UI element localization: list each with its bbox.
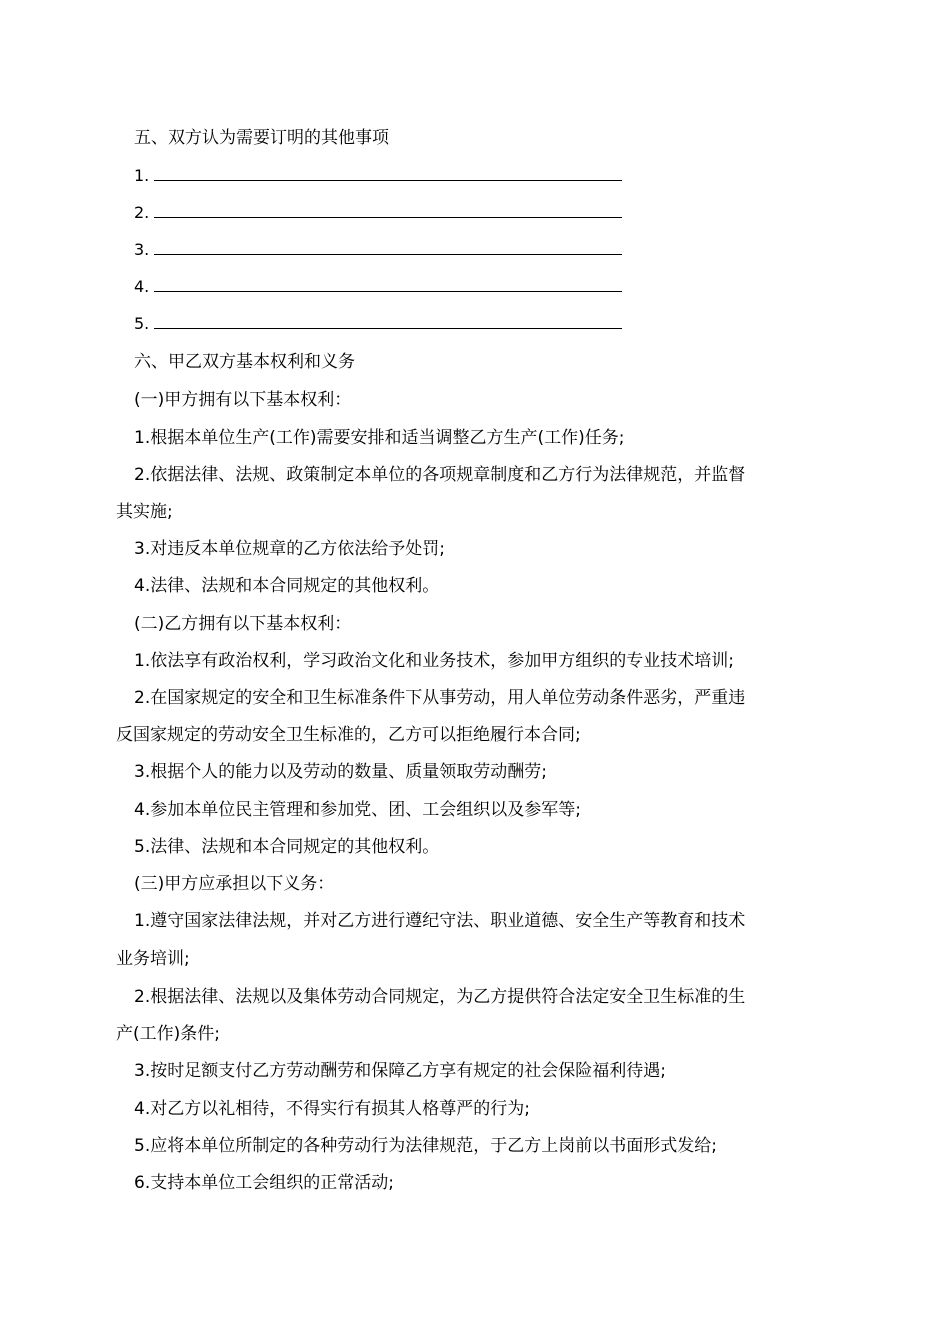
clause-line: 1.依法享有政治权利，学习政治文化和业务技术，参加甲方组织的专业技术培训; <box>134 651 734 671</box>
clause-line: 2.在国家规定的安全和卫生标准条件下从事劳动，用人单位劳动条件恶劣，严重违 <box>134 688 746 708</box>
blank-number: 2. <box>134 203 150 222</box>
clause-line: 4.参加本单位民主管理和参加党、团、工会组织以及参军等; <box>134 800 581 820</box>
blank-number: 1. <box>134 166 150 185</box>
clause-line: 4.对乙方以礼相待，不得实行有损其人格尊严的行为; <box>134 1099 530 1119</box>
fill-in-underline[interactable] <box>154 278 622 292</box>
fill-in-underline[interactable] <box>154 204 622 218</box>
clause-line: 3.按时足额支付乙方劳动酬劳和保障乙方享有规定的社会保险福利待遇; <box>134 1061 666 1081</box>
blank-number: 5. <box>134 314 150 333</box>
blank-line-5 <box>134 314 622 334</box>
subsection-heading: (一)甲方拥有以下基本权利： <box>134 390 352 410</box>
clause-line: 反国家规定的劳动安全卫生标准的，乙方可以拒绝履行本合同; <box>116 725 581 745</box>
clause-line: 业务培训; <box>116 949 190 969</box>
clause-line: 1.遵守国家法律法规，并对乙方进行遵纪守法、职业道德、安全生产等教育和技术 <box>134 911 746 931</box>
blank-line-4 <box>134 277 622 297</box>
subsection-heading: (三)甲方应承担以下义务： <box>134 874 335 894</box>
blank-line-3 <box>134 240 622 260</box>
clause-line: 3.根据个人的能力以及劳动的数量、质量领取劳动酬劳; <box>134 762 547 782</box>
clause-line: 3.对违反本单位规章的乙方依法给予处罚; <box>134 539 445 559</box>
clause-line: 2.依据法律、法规、政策制定本单位的各项规章制度和乙方行为法律规范，并监督 <box>134 465 746 485</box>
clause-line: 2.根据法律、法规以及集体劳动合同规定，为乙方提供符合法定安全卫生标准的生 <box>134 987 746 1007</box>
clause-line: 6.支持本单位工会组织的正常活动; <box>134 1173 394 1193</box>
subsection-heading: (二)乙方拥有以下基本权利： <box>134 614 352 634</box>
blank-line-2 <box>134 203 622 223</box>
blank-number: 4. <box>134 277 150 296</box>
section-6-heading: 六、甲乙双方基本权利和义务 <box>134 352 355 372</box>
section-5-heading: 五、双方认为需要订明的其他事项 <box>134 128 389 148</box>
clause-line: 产(工作)条件; <box>116 1024 220 1044</box>
clause-line: 其实施; <box>116 502 173 522</box>
clause-line: 4.法律、法规和本合同规定的其他权利。 <box>134 576 440 596</box>
fill-in-underline[interactable] <box>154 315 622 329</box>
blank-number: 3. <box>134 240 150 259</box>
clause-line: 5.法律、法规和本合同规定的其他权利。 <box>134 837 440 857</box>
fill-in-underline[interactable] <box>154 241 622 255</box>
blank-line-1 <box>134 166 622 186</box>
fill-in-underline[interactable] <box>154 167 622 181</box>
clause-line: 1.根据本单位生产(工作)需要安排和适当调整乙方生产(工作)任务; <box>134 428 625 448</box>
clause-line: 5.应将本单位所制定的各种劳动行为法律规范，于乙方上岗前以书面形式发给; <box>134 1136 717 1156</box>
